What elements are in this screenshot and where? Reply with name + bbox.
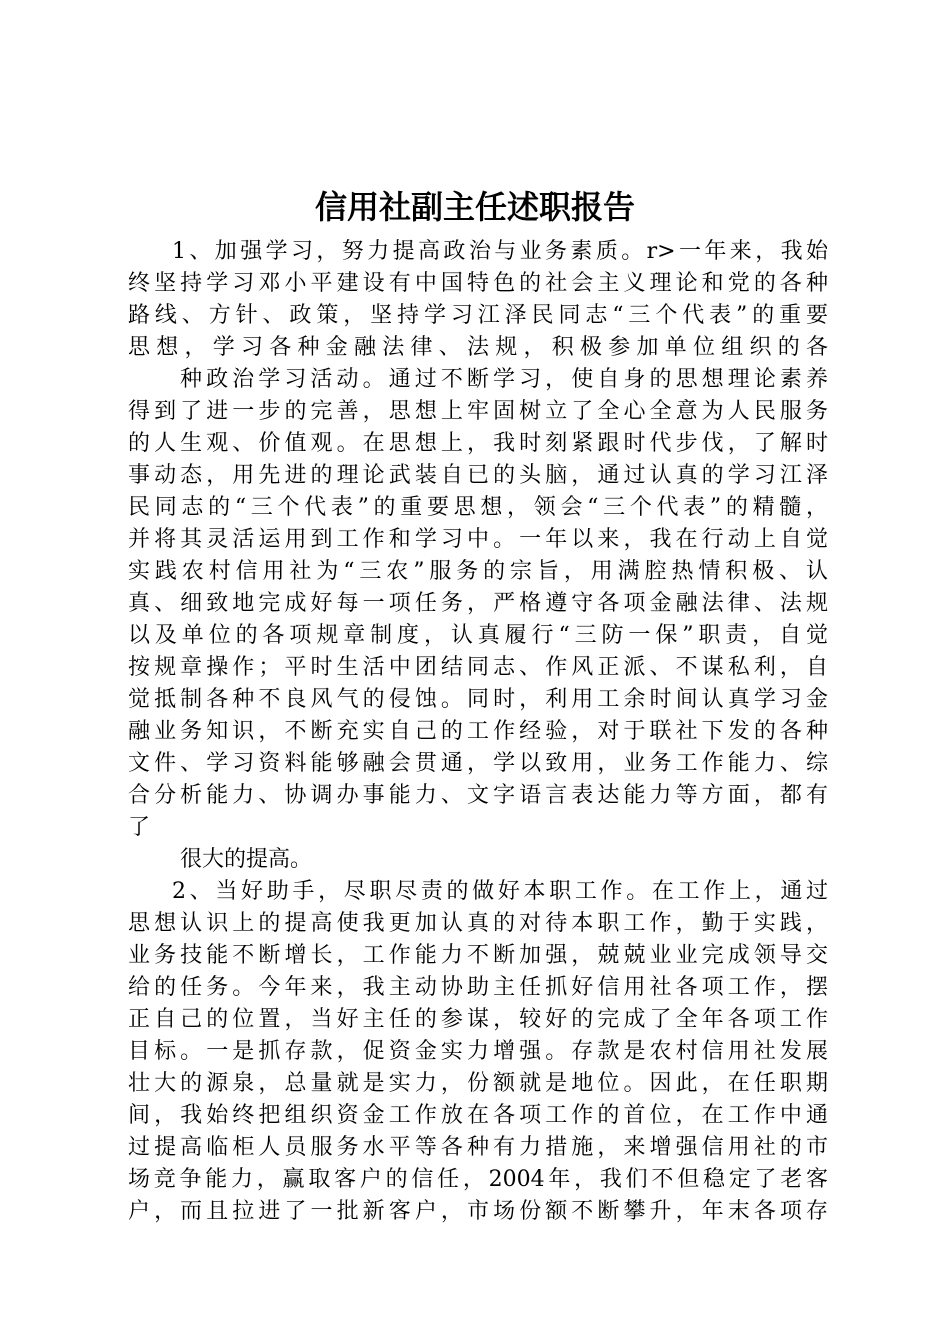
text-line: 种政治学习活动。通过不断学习，使自身的思想理论素养: [180, 367, 828, 392]
text-line: 间，我始终把组织资金工作放在各项工作的首位，在工作中通: [128, 1103, 828, 1128]
text-line: 目标。一是抓存款，促资金实力增强。存款是农村信用社发展: [128, 1039, 828, 1064]
text-line: 壮大的源泉，总量就是实力，份额就是地位。因此，在任职期: [128, 1071, 828, 1096]
text-line: 按规章操作；平时生活中团结同志、作风正派、不谋私利，自: [128, 655, 828, 680]
text-line: 并将其灵活运用到工作和学习中。一年以来，我在行动上自觉: [128, 527, 828, 552]
text-line: 的人生观、价值观。在思想上，我时刻紧跟时代步伐，了解时: [128, 431, 828, 456]
text-line: 正自己的位置，当好主任的参谋，较好的完成了全年各项工作: [128, 1007, 828, 1032]
text-line: 场竞争能力，赢取客户的信任，2004年，我们不但稳定了老客: [128, 1167, 828, 1192]
text-line: 以及单位的各项规章制度，认真履行“三防一保”职责，自觉: [128, 623, 828, 648]
text-line: 得到了进一步的完善，思想上牢固树立了全心全意为人民服务: [128, 399, 828, 424]
text-line: 路线、方针、政策，坚持学习江泽民同志“三个代表”的重要: [128, 303, 828, 328]
text-line: 觉抵制各种不良风气的侵蚀。同时，利用工余时间认真学习金: [128, 687, 828, 712]
document-title: 信用社副主任述职报告: [314, 188, 635, 226]
text-line: 思想认识上的提高使我更加认真的对待本职工作，勤于实践，: [128, 911, 828, 936]
text-line: 2、当好助手，尽职尽责的做好本职工作。在工作上，通过: [172, 879, 828, 904]
document-body: [128, 236, 828, 1228]
text-line: 给的任务。今年来，我主动协助主任抓好信用社各项工作，摆: [128, 975, 828, 1000]
text-line: 业务技能不断增长，工作能力不断加强，兢兢业业完成领导交: [128, 943, 828, 968]
text-line: 融业务知识，不断充实自己的工作经验，对于联社下发的各种: [128, 719, 828, 744]
text-line: 民同志的“三个代表”的重要思想，领会“三个代表”的精髓，: [128, 495, 828, 520]
text-line: 1、加强学习，努力提高政治与业务素质。r>一年来，我始: [172, 239, 828, 264]
text-line: 过提高临柜人员服务水平等各种有力措施，来增强信用社的市: [128, 1135, 828, 1160]
text-line: 户，而且拉进了一批新客户，市场份额不断攀升，年末各项存: [128, 1199, 828, 1224]
text-line: 思想，学习各种金融法律、法规，积极参加单位组织的各: [128, 335, 828, 360]
text-line: 合分析能力、协调办事能力、文字语言表达能力等方面，都有: [128, 783, 828, 808]
text-line: 了: [128, 815, 151, 840]
text-line: 真、细致地完成好每一项任务，严格遵守各项金融法律、法规: [128, 591, 828, 616]
text-line: 终坚持学习邓小平建设有中国特色的社会主义理论和党的各种: [128, 271, 828, 296]
text-line: 文件、学习资料能够融会贯通，学以致用，业务工作能力、综: [128, 751, 828, 776]
text-line: 实践农村信用社为“三农”服务的宗旨，用满腔热情积极、认: [128, 559, 828, 584]
text-line: 很大的提高。: [180, 847, 313, 872]
text-line: 事动态，用先进的理论武装自已的头脑，通过认真的学习江泽: [128, 463, 828, 488]
